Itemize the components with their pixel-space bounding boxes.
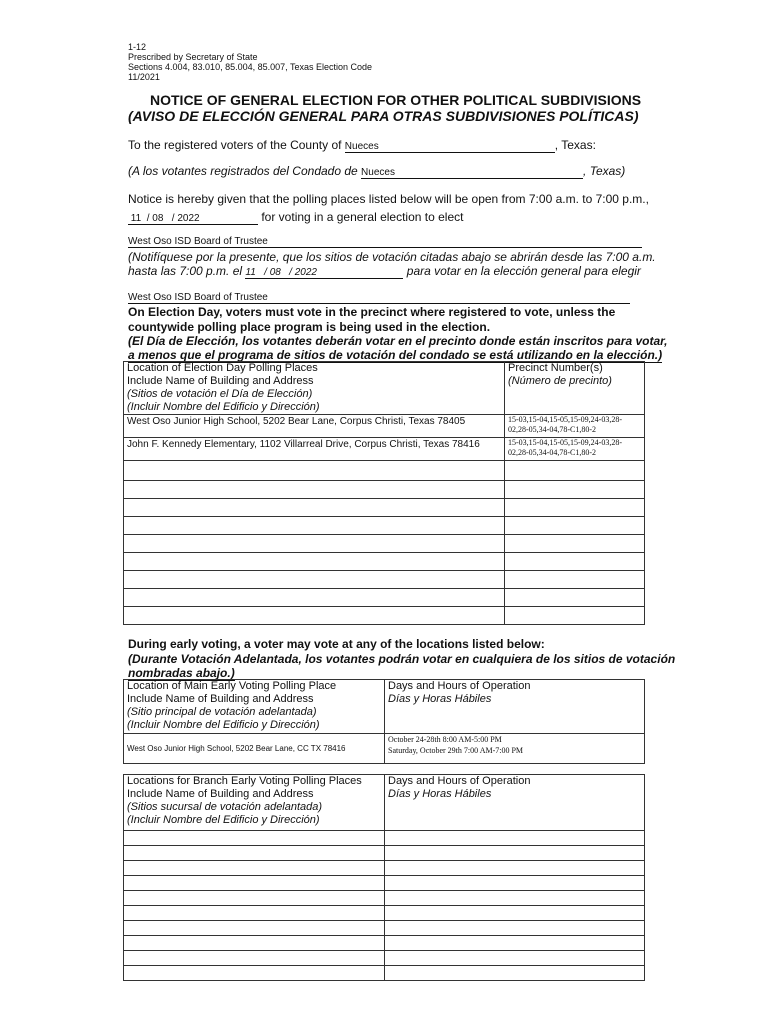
table-row xyxy=(124,936,645,951)
voters-line-en: To the registered voters of the County of Nueces , Texas: xyxy=(128,138,596,152)
election-date-field: 11 / 08 / 2022 xyxy=(128,213,258,225)
election-day-table xyxy=(123,361,645,625)
table-row xyxy=(124,846,645,861)
notice-text-es-line2: hasta las 7:00 p.m. el 11 / 08 / 2022 para votar en la elección general para elegir xyxy=(128,264,641,278)
table-row xyxy=(124,921,645,936)
entity-field: West Oso ISD Board of Trustee xyxy=(128,236,642,248)
code-sections: Sections 4.004, 83.010, 85.004, 85.007, Texas Election Code xyxy=(128,62,373,72)
main-hours: October 24-28th 8:00 AM-5:00 PM Saturday, October 29th 7:00 AM-7:00 PM xyxy=(385,734,645,764)
election-day-notice-es-2: a menos que el programa de sitios de votación del condado se está utilizando en la elección.) xyxy=(128,348,663,362)
branch-days-hours-header: Days and Hours of Operation Días y Horas Hábiles xyxy=(385,775,645,831)
table-row xyxy=(124,481,645,499)
branch-location-header: Locations for Branch Early Voting Polling Places Include Name of Building and Address (Sitios sucursal de votación adelantada) (Incluir Nombre del Edificio y Dirección) xyxy=(124,775,385,831)
days-hours-header: Days and Hours of Operation Días y Horas Hábiles xyxy=(385,680,645,734)
page-title: NOTICE OF GENERAL ELECTION FOR OTHER POLITICAL SUBDIVISIONS xyxy=(150,92,642,108)
main-location-header: Location of Main Early Voting Polling Place Include Name of Building and Address (Sitio principal de votación adelantada) (Incluir Nombre del Edificio y Dirección) xyxy=(124,680,385,734)
table-row xyxy=(124,517,645,535)
notice-text-en: Notice is hereby given that the polling places listed below will be open from 7:00 a.m. to 7:00 p.m., xyxy=(128,192,649,206)
table-row xyxy=(124,966,645,981)
table-row xyxy=(124,571,645,589)
form-number: 1-12 xyxy=(128,42,147,52)
table-row xyxy=(124,891,645,906)
location-header: Location of Election Day Polling Places Include Name of Building and Address (Sitios de votación el Día de Elección) (Incluir Nombre del Edificio y Dirección) xyxy=(124,362,505,415)
county-field-es: Nueces xyxy=(361,167,583,179)
table-row: West Oso Junior High School, 5202 Bear Lane, Corpus Christi, Texas 78405 15-03,15-04,15-05,15-09,24-03,28-02,28-05,34-04,78-C1,80-2 xyxy=(124,415,645,438)
early-voting-notice-es-2: nombradas abajo.) xyxy=(128,666,235,680)
table-row xyxy=(124,607,645,625)
election-date-field-es: 11 / 08 / 2022 xyxy=(245,267,403,279)
precinct-header: Precinct Number(s) (Número de precinto) xyxy=(505,362,645,415)
election-day-notice-es: (El Día de Elección, los votantes deberán votar en el precinto donde están inscritos para votar, xyxy=(128,334,668,348)
table-row xyxy=(124,861,645,876)
table-row: John F. Kennedy Elementary, 1102 Villarreal Drive, Corpus Christi, Texas 78416 15-03,15-04,15-05,15-09,24-03,28-02,28-05,34-04,78-C1,80-2 xyxy=(124,438,645,461)
table-row xyxy=(124,461,645,481)
notice-text-es: (Notifíquese por la presente, que los sitios de votación citadas abajo se abrirán desde las 7:00 a.m. xyxy=(128,250,656,264)
voters-line-es: (A los votantes registrados del Condado de Nueces , Texas) xyxy=(128,164,626,178)
entity-field-es: West Oso ISD Board of Trustee xyxy=(128,292,630,304)
table-row xyxy=(124,906,645,921)
branch-early-voting-table xyxy=(123,774,645,981)
election-date-line: 11 / 08 / 2022 for voting in a general election to elect xyxy=(128,210,463,225)
page-title-spanish: (AVISO DE ELECCIÓN GENERAL PARA OTRAS SUBDIVISIONES POLÍTICAS) xyxy=(128,108,639,124)
table-row xyxy=(124,831,645,846)
table-row xyxy=(124,734,645,764)
main-early-voting-table xyxy=(123,679,645,764)
table-row xyxy=(124,589,645,607)
table-row xyxy=(124,499,645,517)
table-row xyxy=(124,535,645,553)
prescribed-by: Prescribed by Secretary of State xyxy=(128,52,258,62)
county-field: Nueces xyxy=(345,141,555,153)
early-voting-notice-es: (Durante Votación Adelantada, los votantes podrán votar en cualquiera de los sitios de votación xyxy=(128,652,676,666)
election-day-notice-2: countywide polling place program is being used in the election. xyxy=(128,320,491,334)
table-row xyxy=(124,951,645,966)
table-row xyxy=(124,876,645,891)
main-location: West Oso Junior High School, 5202 Bear Lane, CC TX 78416 xyxy=(124,734,385,764)
table-row xyxy=(124,553,645,571)
form-date: 11/2021 xyxy=(128,72,160,82)
election-day-notice: On Election Day, voters must vote in the precinct where registered to vote, unless the xyxy=(128,305,616,319)
early-voting-notice: During early voting, a voter may vote at any of the locations listed below: xyxy=(128,637,545,651)
